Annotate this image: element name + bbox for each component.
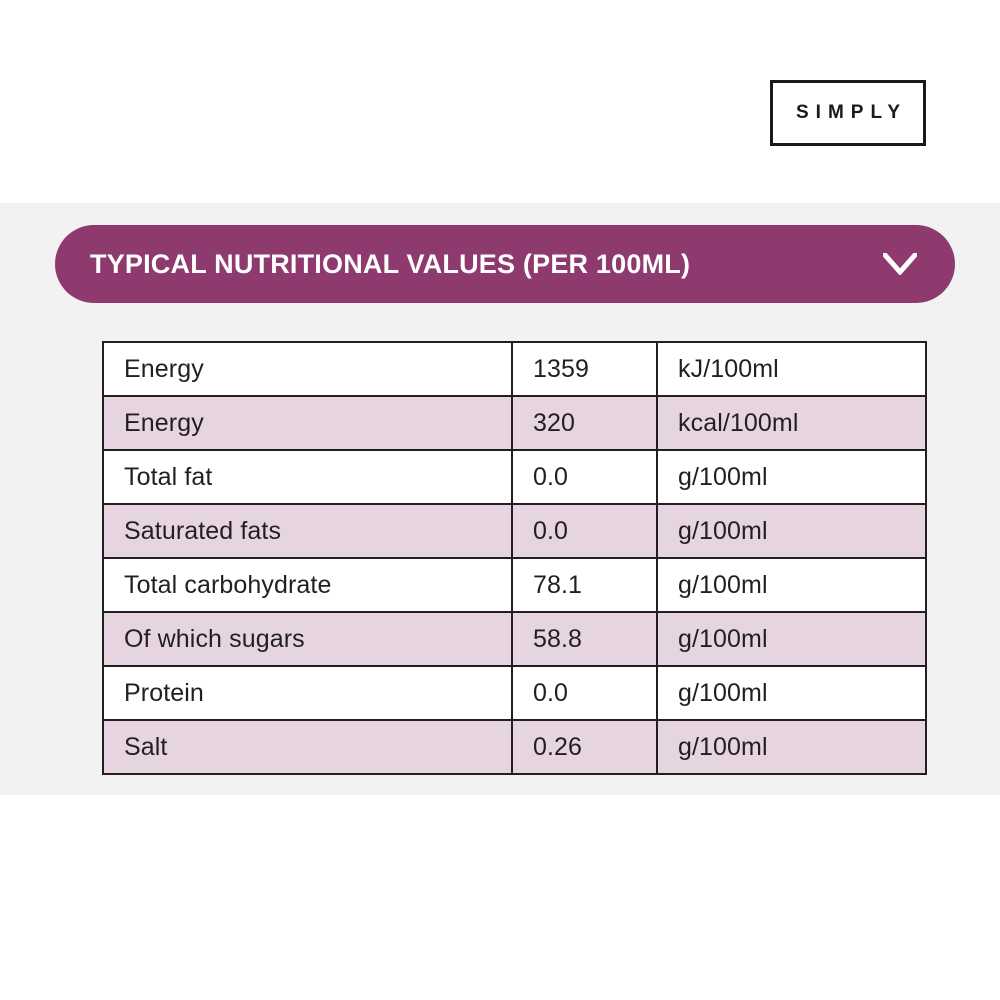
- nutrient-name: Salt: [103, 720, 512, 774]
- nutrient-unit: g/100ml: [657, 720, 926, 774]
- nutrient-unit: g/100ml: [657, 558, 926, 612]
- nutrient-value: 58.8: [512, 612, 657, 666]
- table-row: [103, 450, 926, 504]
- nutrient-unit: g/100ml: [657, 612, 926, 666]
- nutrient-value: 78.1: [512, 558, 657, 612]
- nutrition-table-body: [103, 342, 926, 774]
- table-row: [103, 396, 926, 450]
- nutrient-unit: kJ/100ml: [657, 342, 926, 396]
- nutrient-value: 0.26: [512, 720, 657, 774]
- nutrient-value: 0.0: [512, 666, 657, 720]
- chevron-down-icon[interactable]: [883, 253, 917, 275]
- nutrition-header-bar[interactable]: [55, 225, 955, 303]
- table-row: [103, 342, 926, 396]
- nutrient-name: Saturated fats: [103, 504, 512, 558]
- table-row: [103, 612, 926, 666]
- nutrient-name: Energy: [103, 396, 512, 450]
- nutrient-value: 1359: [512, 342, 657, 396]
- nutrient-unit: g/100ml: [657, 450, 926, 504]
- nutrient-name: Total fat: [103, 450, 512, 504]
- nutrient-name: Protein: [103, 666, 512, 720]
- nutrient-name: Energy: [103, 342, 512, 396]
- table-row: [103, 504, 926, 558]
- nutrient-value: 320: [512, 396, 657, 450]
- brand-logo: [770, 80, 926, 146]
- table-row: [103, 720, 926, 774]
- brand-logo-text: SIMPLY: [796, 102, 907, 123]
- nutrition-table: [102, 341, 927, 775]
- nutrient-name: Of which sugars: [103, 612, 512, 666]
- table-row: [103, 666, 926, 720]
- nutrient-value: 0.0: [512, 504, 657, 558]
- nutrient-unit: g/100ml: [657, 504, 926, 558]
- table-row: [103, 558, 926, 612]
- page-title: TYPICAL NUTRITIONAL VALUES (PER 100ML): [90, 248, 691, 279]
- nutrient-name: Total carbohydrate: [103, 558, 512, 612]
- nutrient-unit: kcal/100ml: [657, 396, 926, 450]
- nutrient-value: 0.0: [512, 450, 657, 504]
- nutrient-unit: g/100ml: [657, 666, 926, 720]
